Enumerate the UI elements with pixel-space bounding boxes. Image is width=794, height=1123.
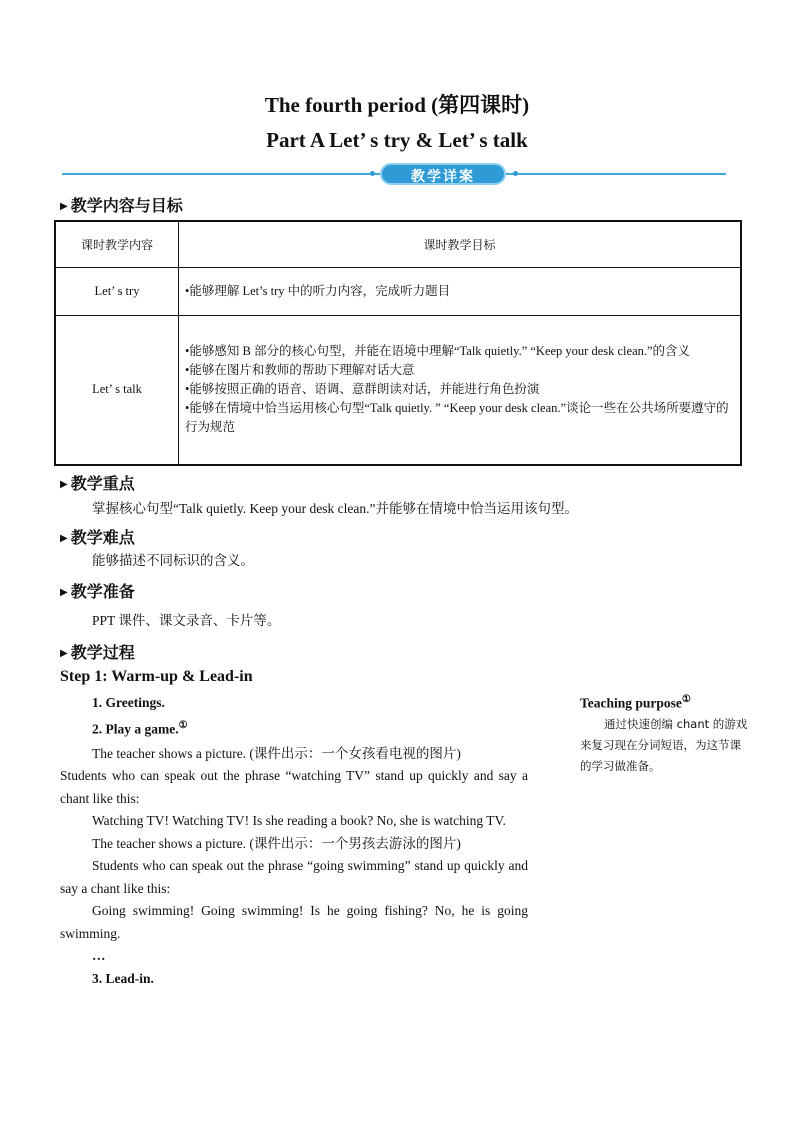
key-points-text: 掌握核心句型“Talk quietly. Keep your desk clean.”并能够在情境中恰当运用该句型。 — [92, 501, 578, 516]
triangle-bullet-icon: ▶ — [60, 533, 68, 544]
goal-item: •能够感知 B 部分的核心句型，并能在语境中理解“Talk quietly.” “Keep your desk clean.”的含义 — [185, 344, 691, 359]
paragraph: Going swimming! Going swimming! Is he going fishing? No, he is going swimming. — [60, 903, 528, 941]
heading-difficulties: ▶ 教学难点 — [60, 528, 135, 547]
footnote-marker: ① — [178, 719, 188, 731]
paragraph: The teacher shows a picture. (课件出示：一个女孩看电视的图片) — [92, 745, 461, 761]
row-goals — [179, 315, 742, 465]
table-row — [55, 315, 741, 465]
step-item: 2. Play a game.① — [92, 719, 188, 736]
heading-key-points: ▶ 教学重点 — [60, 474, 135, 493]
difficulties-text: 能够描述不同标识的含义。 — [92, 553, 254, 568]
row-goals — [179, 267, 742, 315]
step-item: 3. Lead-in. — [92, 970, 154, 986]
goal-item: •能够在图片和教师的帮助下理解对话大意 — [185, 363, 415, 378]
table-row — [55, 267, 741, 315]
goal-item: •能够按照正确的语音、语调、意群朗读对话，并能进行角色扮演 — [185, 382, 540, 397]
footnote-marker: ① — [681, 694, 691, 705]
triangle-bullet-icon: ▶ — [60, 587, 68, 598]
heading-process: ▶ 教学过程 — [60, 643, 135, 662]
step1-content — [60, 692, 528, 990]
preparation-text: PPT 课件、课文录音、卡片等。 — [92, 613, 281, 628]
table-header-goals: 课时教学目标 — [179, 221, 742, 267]
heading-content-goals: ▶ 教学内容与目标 — [60, 196, 183, 215]
triangle-bullet-icon: ▶ — [60, 648, 68, 659]
table-header-content: 课时教学内容 — [55, 221, 179, 267]
goal-item: •能够理解 Let’s try 中的听力内容，完成听力题目 — [185, 283, 451, 298]
teaching-purpose-note — [580, 694, 750, 777]
lesson-subtitle: Part A Let’ s try & Let’ s talk — [266, 128, 528, 152]
paragraph: Students who can speak out the phrase “going swimming” stand up quickly and say a chant like this: — [60, 858, 528, 896]
goal-item: •能够在情境中恰当运用核心句型“Talk quietly. ” “Keep your desk clean.”谈论一些在公共场所要遵守的行为规范 — [185, 401, 729, 435]
table-header-row — [55, 221, 741, 267]
paragraph: The teacher shows a picture. (课件出示：一个男孩去游泳的图片) — [92, 835, 461, 851]
heading-preparation: ▶ 教学准备 — [60, 582, 135, 601]
ellipsis: … — [92, 948, 106, 963]
triangle-bullet-icon: ▶ — [60, 479, 68, 490]
lesson-title: The fourth period (第四课时) — [264, 93, 530, 117]
row-content: Let’ s talk — [55, 315, 179, 465]
row-content: Let’ s try — [55, 267, 179, 315]
paragraph: Students who can speak out the phrase “watching TV” stand up quickly and say a chant like this: — [60, 768, 528, 806]
banner-label: 教学详案 — [411, 169, 475, 185]
paragraph: Watching TV! Watching TV! Is she reading a book? No, she is watching TV. — [92, 813, 506, 828]
step1-title: Step 1: Warm-up & Lead-in — [60, 668, 253, 685]
note-text: 通过快速创编 chant 的游戏来复习现在分词短语，为这节课的学习做准备。 — [580, 716, 748, 773]
step-item: 1. Greetings. — [92, 695, 165, 710]
section-banner — [62, 163, 726, 185]
triangle-bullet-icon: ▶ — [60, 201, 68, 212]
note-title: Teaching purpose① — [580, 694, 691, 711]
objectives-table — [54, 220, 742, 466]
